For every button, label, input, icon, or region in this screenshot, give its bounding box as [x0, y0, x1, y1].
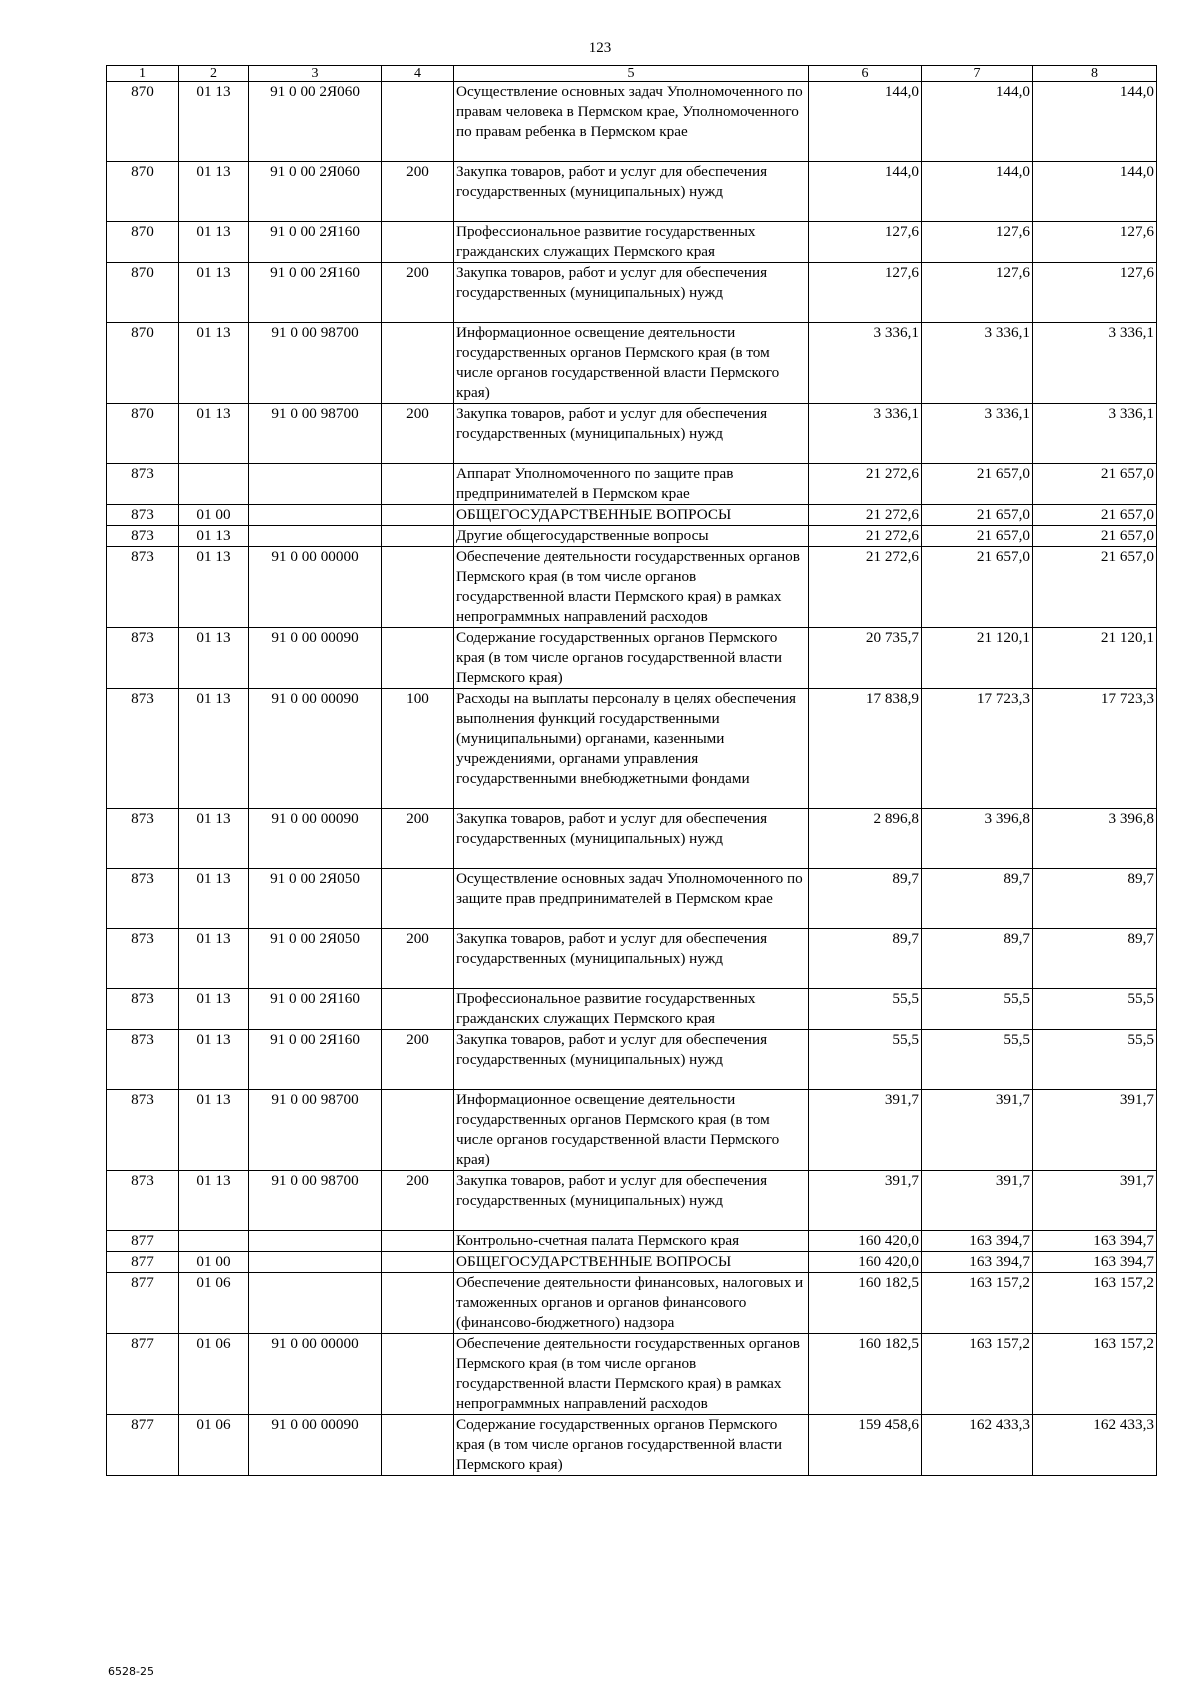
amount-col7-cell: 163 157,2: [922, 1334, 1033, 1415]
section-code-cell: 01 13: [179, 263, 249, 323]
section-code-cell: 01 13: [179, 547, 249, 628]
amount-col8-cell: 3 396,8: [1033, 809, 1157, 869]
amount-col6-cell: 20 735,7: [809, 628, 922, 689]
expense-type-code-cell: [382, 464, 454, 505]
table-row: [107, 1334, 1157, 1415]
amount-col6-cell: 89,7: [809, 929, 922, 989]
description-cell: Закупка товаров, работ и услуг для обеспечения государственных (муниципальных) нужд: [454, 809, 809, 869]
expense-type-code-cell: [382, 222, 454, 263]
section-code-cell: 01 13: [179, 1171, 249, 1231]
amount-col7-cell: 144,0: [922, 162, 1033, 222]
expense-type-code-cell: [382, 628, 454, 689]
section-code-cell: 01 13: [179, 1030, 249, 1090]
amount-col6-cell: 144,0: [809, 82, 922, 162]
description-cell: Закупка товаров, работ и услуг для обеспечения государственных (муниципальных) нужд: [454, 1030, 809, 1090]
amount-col7-cell: 162 433,3: [922, 1415, 1033, 1476]
amount-col6-cell: 160 420,0: [809, 1231, 922, 1252]
target-code-cell: 91 0 00 2Я160: [249, 1030, 382, 1090]
amount-col8-cell: 21 657,0: [1033, 464, 1157, 505]
target-code-cell: [249, 1252, 382, 1273]
amount-col7-cell: 21 657,0: [922, 526, 1033, 547]
section-code-cell: 01 13: [179, 82, 249, 162]
target-code-cell: 91 0 00 2Я050: [249, 869, 382, 929]
expense-type-code-cell: 200: [382, 162, 454, 222]
grbs-code-cell: 873: [107, 464, 179, 505]
section-code-cell: [179, 1231, 249, 1252]
amount-col6-cell: 391,7: [809, 1090, 922, 1171]
description-cell: Профессиональное развитие государственных гражданских служащих Пермского края: [454, 222, 809, 263]
amount-col7-cell: 163 394,7: [922, 1252, 1033, 1273]
table-row: [107, 1252, 1157, 1273]
expense-type-code-cell: [382, 989, 454, 1030]
target-code-cell: 91 0 00 2Я160: [249, 263, 382, 323]
table-row: [107, 162, 1157, 222]
section-code-cell: 01 06: [179, 1334, 249, 1415]
amount-col8-cell: 127,6: [1033, 222, 1157, 263]
amount-col8-cell: 127,6: [1033, 263, 1157, 323]
grbs-code-cell: 873: [107, 689, 179, 809]
amount-col7-cell: 3 336,1: [922, 323, 1033, 404]
amount-col8-cell: 163 157,2: [1033, 1334, 1157, 1415]
amount-col6-cell: 21 272,6: [809, 526, 922, 547]
description-cell: Закупка товаров, работ и услуг для обеспечения государственных (муниципальных) нужд: [454, 263, 809, 323]
amount-col8-cell: 162 433,3: [1033, 1415, 1157, 1476]
header-cell: 8: [1033, 66, 1157, 82]
description-cell: Обеспечение деятельности финансовых, налоговых и таможенных органов и органов финансового (финансово-бюджетного) надзора: [454, 1273, 809, 1334]
amount-col8-cell: 163 394,7: [1033, 1252, 1157, 1273]
amount-col6-cell: 21 272,6: [809, 547, 922, 628]
grbs-code-cell: 877: [107, 1252, 179, 1273]
header-cell: 2: [179, 66, 249, 82]
description-cell: Аппарат Уполномоченного по защите прав предпринимателей в Пермском крае: [454, 464, 809, 505]
grbs-code-cell: 870: [107, 323, 179, 404]
amount-col7-cell: 391,7: [922, 1171, 1033, 1231]
amount-col7-cell: 3 396,8: [922, 809, 1033, 869]
expense-type-code-cell: [382, 323, 454, 404]
header-cell: 3: [249, 66, 382, 82]
header-cell: 4: [382, 66, 454, 82]
section-code-cell: [179, 464, 249, 505]
page-number: 123: [588, 40, 612, 56]
target-code-cell: [249, 1231, 382, 1252]
target-code-cell: 91 0 00 00000: [249, 1334, 382, 1415]
table-row: [107, 526, 1157, 547]
amount-col8-cell: 89,7: [1033, 869, 1157, 929]
section-code-cell: 01 13: [179, 809, 249, 869]
amount-col7-cell: 21 120,1: [922, 628, 1033, 689]
expense-type-code-cell: 100: [382, 689, 454, 809]
amount-col6-cell: 160 420,0: [809, 1252, 922, 1273]
description-cell: Контрольно-счетная палата Пермского края: [454, 1231, 809, 1252]
target-code-cell: [249, 1273, 382, 1334]
grbs-code-cell: 873: [107, 526, 179, 547]
amount-col8-cell: 55,5: [1033, 1030, 1157, 1090]
grbs-code-cell: 873: [107, 505, 179, 526]
table-row: [107, 323, 1157, 404]
description-cell: Закупка товаров, работ и услуг для обеспечения государственных (муниципальных) нужд: [454, 162, 809, 222]
header-cell: 1: [107, 66, 179, 82]
expense-type-code-cell: [382, 1252, 454, 1273]
header-cell: 6: [809, 66, 922, 82]
description-cell: Содержание государственных органов Пермского края (в том числе органов государственной власти Пермского края): [454, 628, 809, 689]
grbs-code-cell: 873: [107, 869, 179, 929]
amount-col7-cell: 21 657,0: [922, 547, 1033, 628]
description-cell: Обеспечение деятельности государственных органов Пермского края (в том числе органов государственной власти Пермского края) в рамках непрограммных направлений расходов: [454, 547, 809, 628]
target-code-cell: 91 0 00 2Я160: [249, 989, 382, 1030]
description-cell: Осуществление основных задач Уполномоченного по правам человека в Пермском крае, Уполномоченного по правам ребенка в Пермском крае: [454, 82, 809, 162]
expense-type-code-cell: [382, 1334, 454, 1415]
grbs-code-cell: 870: [107, 82, 179, 162]
section-code-cell: 01 13: [179, 526, 249, 547]
grbs-code-cell: 870: [107, 162, 179, 222]
section-code-cell: 01 13: [179, 404, 249, 464]
target-code-cell: 91 0 00 2Я160: [249, 222, 382, 263]
amount-col7-cell: 127,6: [922, 222, 1033, 263]
section-code-cell: 01 13: [179, 323, 249, 404]
expense-type-code-cell: [382, 547, 454, 628]
amount-col6-cell: 127,6: [809, 263, 922, 323]
table-row: [107, 929, 1157, 989]
description-cell: Закупка товаров, работ и услуг для обеспечения государственных (муниципальных) нужд: [454, 404, 809, 464]
grbs-code-cell: 873: [107, 628, 179, 689]
table-row: [107, 505, 1157, 526]
amount-col7-cell: 55,5: [922, 1030, 1033, 1090]
table-row: [107, 1090, 1157, 1171]
section-code-cell: 01 00: [179, 1252, 249, 1273]
footer-code: 6528-25: [108, 1665, 154, 1678]
amount-col8-cell: 144,0: [1033, 82, 1157, 162]
grbs-code-cell: 870: [107, 263, 179, 323]
amount-col8-cell: 3 336,1: [1033, 323, 1157, 404]
expense-type-code-cell: [382, 1415, 454, 1476]
table-body: [107, 66, 1157, 1476]
target-code-cell: [249, 464, 382, 505]
section-code-cell: 01 13: [179, 1090, 249, 1171]
table-row: [107, 547, 1157, 628]
amount-col6-cell: 144,0: [809, 162, 922, 222]
amount-col7-cell: 21 657,0: [922, 464, 1033, 505]
amount-col7-cell: 17 723,3: [922, 689, 1033, 809]
expense-type-code-cell: [382, 1273, 454, 1334]
amount-col8-cell: 163 394,7: [1033, 1231, 1157, 1252]
grbs-code-cell: 870: [107, 404, 179, 464]
expense-type-code-cell: [382, 1231, 454, 1252]
expense-type-code-cell: 200: [382, 809, 454, 869]
description-cell: Обеспечение деятельности государственных органов Пермского края (в том числе органов государственной власти Пермского края) в рамках непрограммных направлений расходов: [454, 1334, 809, 1415]
expense-type-code-cell: 200: [382, 404, 454, 464]
amount-col8-cell: 17 723,3: [1033, 689, 1157, 809]
header-cell: 7: [922, 66, 1033, 82]
table-row: [107, 869, 1157, 929]
description-cell: Расходы на выплаты персоналу в целях обеспечения выполнения функций государственными (муниципальными) органами, казенными учреждениями, органами управления государственными внебюджетными фондами: [454, 689, 809, 809]
amount-col6-cell: 3 336,1: [809, 404, 922, 464]
description-cell: ОБЩЕГОСУДАРСТВЕННЫЕ ВОПРОСЫ: [454, 505, 809, 526]
target-code-cell: 91 0 00 98700: [249, 323, 382, 404]
grbs-code-cell: 877: [107, 1334, 179, 1415]
target-code-cell: [249, 526, 382, 547]
amount-col6-cell: 55,5: [809, 1030, 922, 1090]
expense-type-code-cell: 200: [382, 1171, 454, 1231]
amount-col7-cell: 3 336,1: [922, 404, 1033, 464]
target-code-cell: 91 0 00 00090: [249, 628, 382, 689]
amount-col6-cell: 160 182,5: [809, 1334, 922, 1415]
table-row: [107, 82, 1157, 162]
description-cell: Осуществление основных задач Уполномоченного по защите прав предпринимателей в Пермском крае: [454, 869, 809, 929]
amount-col8-cell: 55,5: [1033, 989, 1157, 1030]
amount-col6-cell: 391,7: [809, 1171, 922, 1231]
target-code-cell: 91 0 00 2Я060: [249, 162, 382, 222]
target-code-cell: 91 0 00 00090: [249, 689, 382, 809]
table-row: [107, 1273, 1157, 1334]
amount-col7-cell: 55,5: [922, 989, 1033, 1030]
amount-col8-cell: 21 120,1: [1033, 628, 1157, 689]
amount-col8-cell: 21 657,0: [1033, 526, 1157, 547]
amount-col7-cell: 163 157,2: [922, 1273, 1033, 1334]
expense-type-code-cell: [382, 869, 454, 929]
target-code-cell: 91 0 00 98700: [249, 404, 382, 464]
amount-col8-cell: 144,0: [1033, 162, 1157, 222]
expense-type-code-cell: [382, 526, 454, 547]
table-row: [107, 809, 1157, 869]
target-code-cell: 91 0 00 2Я050: [249, 929, 382, 989]
grbs-code-cell: 877: [107, 1415, 179, 1476]
target-code-cell: 91 0 00 00090: [249, 809, 382, 869]
grbs-code-cell: 873: [107, 1090, 179, 1171]
section-code-cell: 01 06: [179, 1415, 249, 1476]
section-code-cell: 01 13: [179, 869, 249, 929]
grbs-code-cell: 873: [107, 989, 179, 1030]
amount-col7-cell: 21 657,0: [922, 505, 1033, 526]
amount-col8-cell: 391,7: [1033, 1090, 1157, 1171]
description-cell: Другие общегосударственные вопросы: [454, 526, 809, 547]
description-cell: Закупка товаров, работ и услуг для обеспечения государственных (муниципальных) нужд: [454, 1171, 809, 1231]
section-code-cell: 01 13: [179, 222, 249, 263]
amount-col7-cell: 391,7: [922, 1090, 1033, 1171]
table-row: [107, 689, 1157, 809]
table-row: [107, 1030, 1157, 1090]
table-row: [107, 263, 1157, 323]
description-cell: Закупка товаров, работ и услуг для обеспечения государственных (муниципальных) нужд: [454, 929, 809, 989]
table-row: [107, 222, 1157, 263]
grbs-code-cell: 873: [107, 929, 179, 989]
section-code-cell: 01 13: [179, 689, 249, 809]
description-cell: Профессиональное развитие государственных гражданских служащих Пермского края: [454, 989, 809, 1030]
target-code-cell: 91 0 00 2Я060: [249, 82, 382, 162]
table-row: [107, 404, 1157, 464]
table-header-row: [107, 66, 1157, 82]
table-row: [107, 1171, 1157, 1231]
amount-col6-cell: 55,5: [809, 989, 922, 1030]
table-row: [107, 1415, 1157, 1476]
table-row: [107, 1231, 1157, 1252]
grbs-code-cell: 877: [107, 1273, 179, 1334]
table-row: [107, 464, 1157, 505]
section-code-cell: 01 00: [179, 505, 249, 526]
amount-col6-cell: 159 458,6: [809, 1415, 922, 1476]
amount-col7-cell: 127,6: [922, 263, 1033, 323]
amount-col6-cell: 17 838,9: [809, 689, 922, 809]
table-row: [107, 989, 1157, 1030]
grbs-code-cell: 873: [107, 1171, 179, 1231]
table-row: [107, 628, 1157, 689]
grbs-code-cell: 873: [107, 1030, 179, 1090]
amount-col8-cell: 89,7: [1033, 929, 1157, 989]
amount-col6-cell: 21 272,6: [809, 505, 922, 526]
section-code-cell: 01 06: [179, 1273, 249, 1334]
header-cell: 5: [454, 66, 809, 82]
amount-col8-cell: 163 157,2: [1033, 1273, 1157, 1334]
amount-col7-cell: 144,0: [922, 82, 1033, 162]
section-code-cell: 01 13: [179, 162, 249, 222]
expense-type-code-cell: 200: [382, 929, 454, 989]
description-cell: Информационное освещение деятельности государственных органов Пермского края (в том числе органов государственной власти Пермского края): [454, 323, 809, 404]
description-cell: Информационное освещение деятельности государственных органов Пермского края (в том числе органов государственной власти Пермского края): [454, 1090, 809, 1171]
amount-col8-cell: 3 336,1: [1033, 404, 1157, 464]
expense-type-code-cell: 200: [382, 1030, 454, 1090]
target-code-cell: 91 0 00 00090: [249, 1415, 382, 1476]
grbs-code-cell: 877: [107, 1231, 179, 1252]
grbs-code-cell: 870: [107, 222, 179, 263]
amount-col6-cell: 89,7: [809, 869, 922, 929]
expense-type-code-cell: [382, 1090, 454, 1171]
amount-col8-cell: 21 657,0: [1033, 547, 1157, 628]
amount-col6-cell: 3 336,1: [809, 323, 922, 404]
expense-type-code-cell: 200: [382, 263, 454, 323]
amount-col6-cell: 127,6: [809, 222, 922, 263]
target-code-cell: [249, 505, 382, 526]
grbs-code-cell: 873: [107, 547, 179, 628]
target-code-cell: 91 0 00 98700: [249, 1090, 382, 1171]
amount-col7-cell: 89,7: [922, 869, 1033, 929]
section-code-cell: 01 13: [179, 989, 249, 1030]
amount-col8-cell: 391,7: [1033, 1171, 1157, 1231]
amount-col6-cell: 2 896,8: [809, 809, 922, 869]
amount-col6-cell: 21 272,6: [809, 464, 922, 505]
description-cell: ОБЩЕГОСУДАРСТВЕННЫЕ ВОПРОСЫ: [454, 1252, 809, 1273]
amount-col7-cell: 163 394,7: [922, 1231, 1033, 1252]
budget-table: [106, 65, 1157, 1476]
amount-col6-cell: 160 182,5: [809, 1273, 922, 1334]
grbs-code-cell: 873: [107, 809, 179, 869]
target-code-cell: 91 0 00 98700: [249, 1171, 382, 1231]
expense-type-code-cell: [382, 505, 454, 526]
description-cell: Содержание государственных органов Пермского края (в том числе органов государственной власти Пермского края): [454, 1415, 809, 1476]
amount-col7-cell: 89,7: [922, 929, 1033, 989]
expense-type-code-cell: [382, 82, 454, 162]
amount-col8-cell: 21 657,0: [1033, 505, 1157, 526]
section-code-cell: 01 13: [179, 929, 249, 989]
section-code-cell: 01 13: [179, 628, 249, 689]
target-code-cell: 91 0 00 00000: [249, 547, 382, 628]
